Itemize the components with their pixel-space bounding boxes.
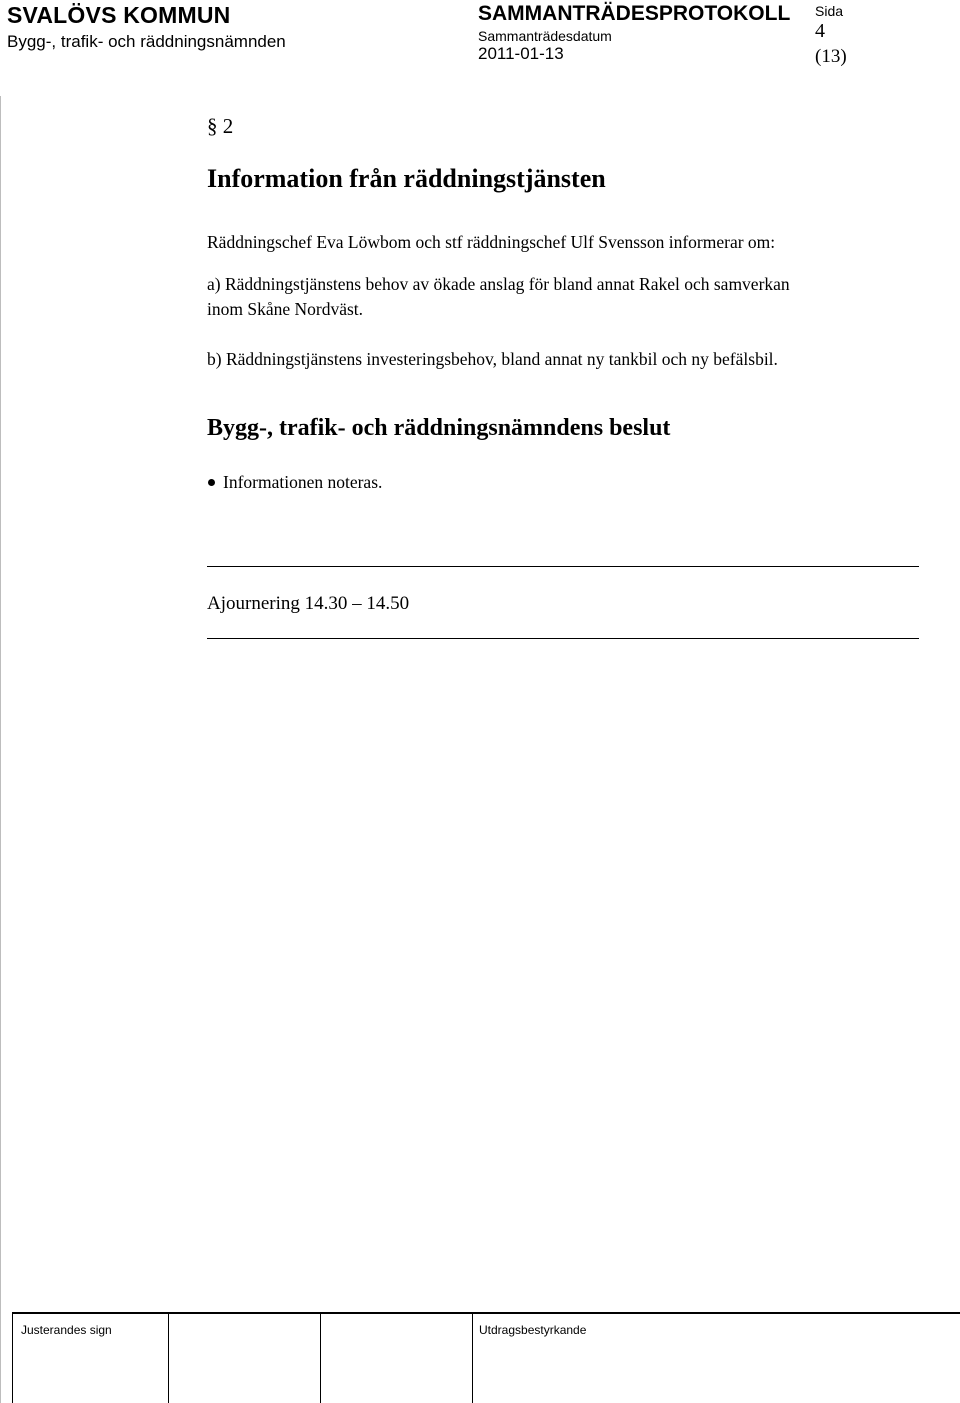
divider-top (207, 566, 919, 567)
certified-label: Utdragsbestyrkande (479, 1323, 587, 1337)
organization-name: SVALÖVS KOMMUN (7, 2, 231, 28)
item-a-line-1: a) Räddningstjänstens behov av ökade anslag för bland annat Rakel och samverkan (207, 274, 790, 294)
left-margin-rule (0, 96, 1, 1403)
page-label: Sida (815, 3, 844, 19)
item-a-line-2: inom Skåne Nordväst. (207, 299, 364, 319)
date-label: Sammanträdesdatum (478, 28, 612, 44)
decision-heading: Bygg-, trafik- och räddningsnämndens beslut (207, 415, 671, 441)
divider-bottom (207, 638, 919, 639)
footer-cell-divider (168, 1314, 169, 1403)
paragraph-number: § 2 (207, 114, 234, 138)
page-number: 4 (815, 20, 825, 42)
footer-cell-divider (12, 1314, 13, 1403)
document-type: SAMMANTRÄDESPROTOKOLL (478, 2, 791, 25)
bullet-icon (208, 479, 215, 486)
adjournment-text: Ajournering 14.30 – 14.50 (207, 593, 410, 614)
footer-cell-divider (472, 1314, 473, 1403)
footer-rule (12, 1312, 960, 1314)
page-total: (13) (815, 46, 847, 67)
signature-label: Justerandes sign (21, 1323, 112, 1337)
page-title: Information från räddningstjänsten (207, 164, 606, 193)
department-name: Bygg-, trafik- och räddningsnämnden (7, 32, 286, 51)
decision-list-item (207, 472, 382, 493)
decision-text: Informationen noteras. (223, 472, 383, 492)
footer-cell-divider (320, 1314, 321, 1403)
item-b: b) Räddningstjänstens investeringsbehov, bland annat ny tankbil och ny befälsbil. (207, 349, 778, 369)
meeting-date: 2011-01-13 (478, 44, 564, 63)
intro-text: Räddningschef Eva Löwbom och stf räddningschef Ulf Svensson informerar om: (207, 232, 776, 252)
